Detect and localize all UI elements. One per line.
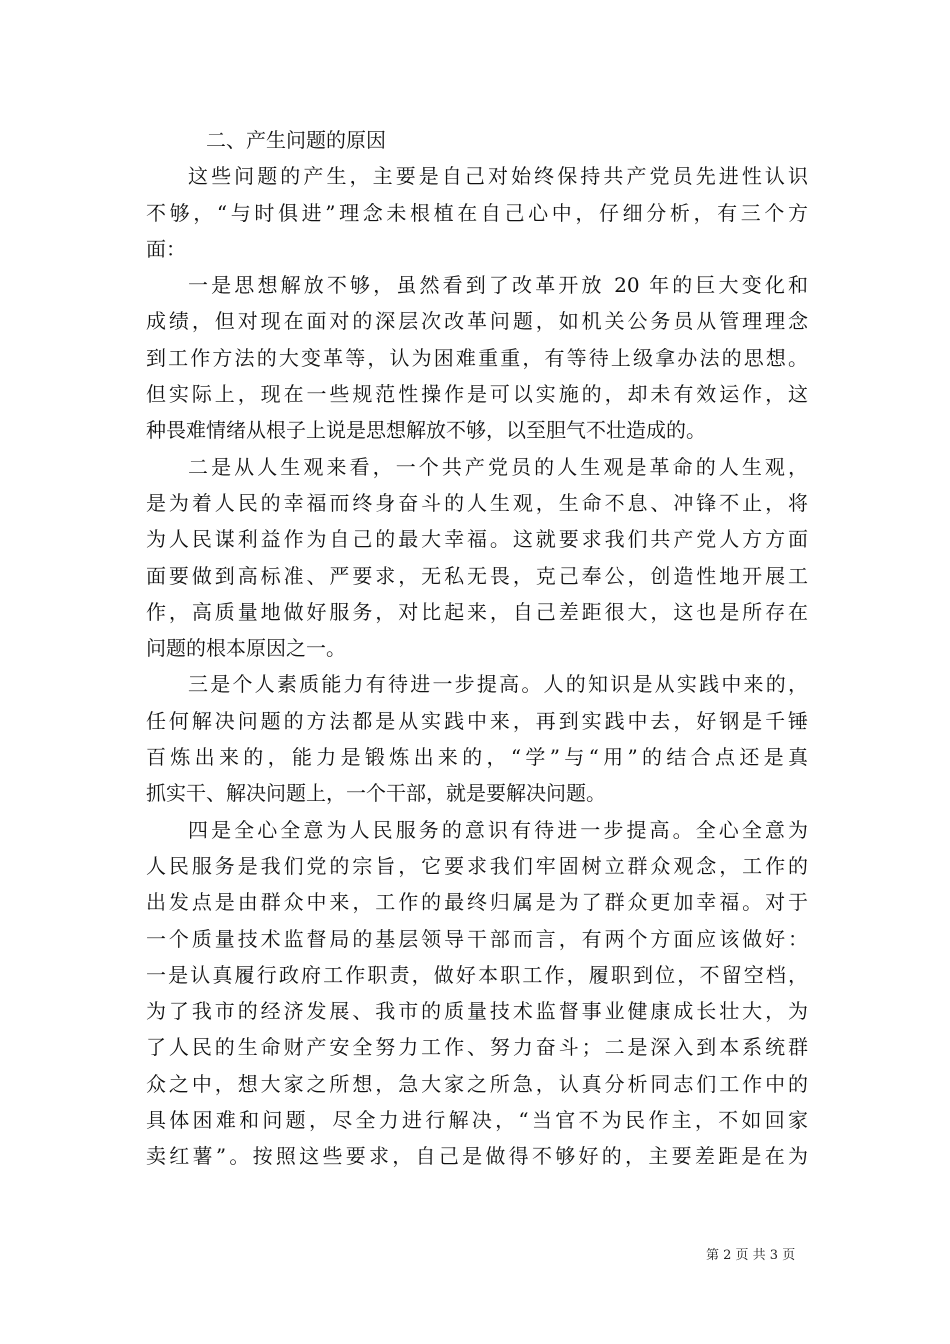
paragraph-line: 作，高质量地做好服务，对比起来，自己差距很大，这也是所存在 <box>146 599 808 624</box>
paragraph-line: 是为着人民的幸福而终身奋斗的人生观，生命不息、冲锋不止，将 <box>146 490 808 515</box>
paragraph-line: 一是思想解放不够，虽然看到了改革开放 20 年的巨大变化和 <box>188 273 808 298</box>
paragraph-line: 任何解决问题的方法都是从实践中来，再到实践中去，好钢是千锤 <box>146 708 808 733</box>
paragraph-line: 卖红薯”。按照这些要求，自己是做得不够好的，主要差距是在为 <box>146 1144 808 1169</box>
body-text <box>146 122 808 1175</box>
paragraph-line: 问题的根本原因之一。 <box>146 636 346 661</box>
paragraph-line: 众之中，想大家之所想，急大家之所急，认真分析同志们工作中的 <box>146 1071 808 1096</box>
paragraph-line: 一是认真履行政府工作职责，做好本职工作，履职到位，不留空档， <box>146 962 808 987</box>
paragraph-line: 一个质量技术监督局的基层领导干部而言，有两个方面应该做好： <box>146 926 808 951</box>
section-heading: 二、产生问题的原因 <box>206 128 386 152</box>
paragraph-line: 为人民谋利益作为自己的最大幸福。这就要求我们共产党人方方面 <box>146 527 808 552</box>
paragraph-line: 到工作方法的大变革等，认为困难重重，有等待上级拿办法的思想。 <box>146 345 808 370</box>
paragraph-line: 出发点是由群众中来，工作的最终归属是为了群众更加幸福。对于 <box>146 890 808 915</box>
paragraph-line: 不够，“与时俱进”理念未根植在自己心中，仔细分析，有三个方 <box>146 200 808 225</box>
paragraph-line: 四是全心全意为人民服务的意识有待进一步提高。全心全意为 <box>188 817 808 842</box>
paragraph-line: 具体困难和问题，尽全力进行解决，“当官不为民作主，不如回家 <box>146 1108 808 1133</box>
paragraph-line: 成绩，但对现在面对的深层次改革问题，如机关公务员从管理理念 <box>146 309 808 334</box>
paragraph-line: 人民服务是我们党的宗旨，它要求我们牢固树立群众观念，工作的 <box>146 853 808 878</box>
paragraph-line: 这些问题的产生，主要是自己对始终保持共产党员先进性认识 <box>188 164 808 189</box>
paragraph-line: 抓实干、解决问题上，一个干部，就是要解决问题。 <box>146 781 606 806</box>
paragraph-line: 为了我市的经济发展、我市的质量技术监督事业健康成长壮大，为 <box>146 999 808 1024</box>
paragraph-line: 种畏难情绪从根子上说是思想解放不够，以至胆气不壮造成的。 <box>146 418 706 443</box>
paragraph-line: 二是从人生观来看，一个共产党员的人生观是革命的人生观， <box>188 454 808 479</box>
page-number-footer: 第 2 页 共 3 页 <box>706 1248 796 1263</box>
paragraph-line: 三是个人素质能力有待进一步提高。人的知识是从实践中来的， <box>188 672 808 697</box>
paragraph-line: 但实际上，现在一些规范性操作是可以实施的，却未有效运作，这 <box>146 382 808 407</box>
paragraph-line: 百炼出来的，能力是锻炼出来的，“学”与“用”的结合点还是真 <box>146 745 808 770</box>
paragraph-line: 面： <box>146 236 186 261</box>
paragraph-line: 面要做到高标准、严要求，无私无畏，克己奉公，创造性地开展工 <box>146 563 808 588</box>
paragraph-line: 了人民的生命财产安全努力工作、努力奋斗；二是深入到本系统群 <box>146 1035 808 1060</box>
